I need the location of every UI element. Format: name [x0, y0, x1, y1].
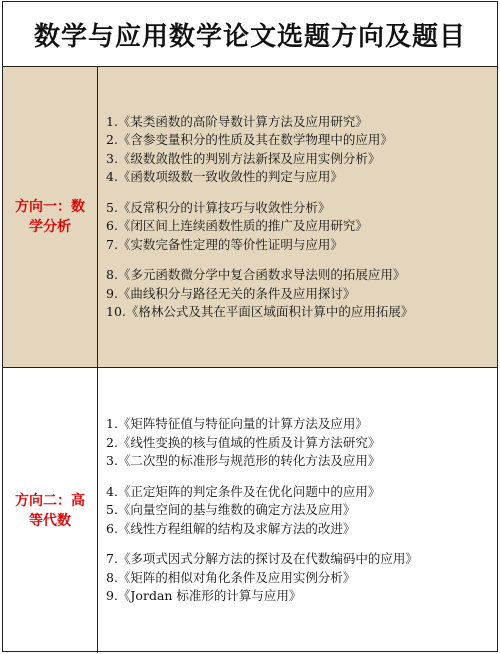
list-item: 3.《级数敛散性的判别方法新探及应用实例分析》: [106, 150, 381, 166]
topic-list: [98, 67, 497, 367]
topic-group: [106, 113, 497, 187]
list-item: 9.《Jordan 标准形的计算与应用》: [106, 588, 302, 604]
list-item: 4.《正定矩阵的判定条件及在优化问题中的应用》: [106, 483, 381, 499]
list-item: 6.《闭区间上连续函数性质的推广及应用研究》: [106, 218, 368, 233]
section-label: 方向二：高等代数: [3, 368, 98, 653]
topic-group: [106, 483, 497, 539]
list-item: 9.《曲线积分与路径无关的条件及应用探讨》: [106, 285, 356, 301]
list-item: 2.《含参变量积分的性质及其在数学物理中的应用》: [106, 132, 393, 147]
topic-group: [106, 415, 497, 471]
list-item: 6.《线性方程组解的结构及求解方法的改进》: [106, 520, 356, 536]
list-item: 5.《反常积分的计算技巧与收敛性分析》: [106, 199, 331, 215]
section-label: 方向一：数学分析: [3, 67, 98, 367]
topic-table: [2, 1, 498, 652]
list-item: 5.《向量空间的基与维数的确定方法及应用》: [106, 502, 356, 518]
list-item: 7.《多项式因式分解方法的探讨及在代数编码中的应用》: [106, 551, 418, 567]
topic-group: [106, 199, 497, 255]
list-item: 7.《实数完备性定理的等价性证明与应用》: [106, 236, 343, 252]
topic-list: [98, 368, 497, 653]
topic-group: [106, 550, 497, 606]
page-title: 数学与应用数学论文选题方向及题目: [3, 2, 497, 67]
list-item: 1.《某类函数的高阶导数计算方法及应用研究》: [106, 113, 368, 129]
list-item: 1.《矩阵特征值与特征向量的计算方法及应用》: [106, 416, 368, 432]
list-item: 10.《格林公式及其在平面区域面积计算中的应用拓展》: [106, 304, 414, 319]
section-row-analysis: [3, 67, 497, 368]
list-item: 3.《二次型的标准形与规范形的转化方法及应用》: [106, 453, 381, 469]
topic-group: [106, 266, 497, 322]
section-row-algebra: [3, 368, 497, 653]
list-item: 2.《线性变换的核与值域的性质及计算方法研究》: [106, 434, 381, 450]
list-item: 8.《多元函数微分学中复合函数求导法则的拓展应用》: [106, 267, 406, 282]
list-item: 8.《矩阵的相似对角化条件及应用实例分析》: [106, 569, 356, 585]
list-item: 4.《函数项级数一致收敛性的判定与应用》: [106, 169, 343, 184]
